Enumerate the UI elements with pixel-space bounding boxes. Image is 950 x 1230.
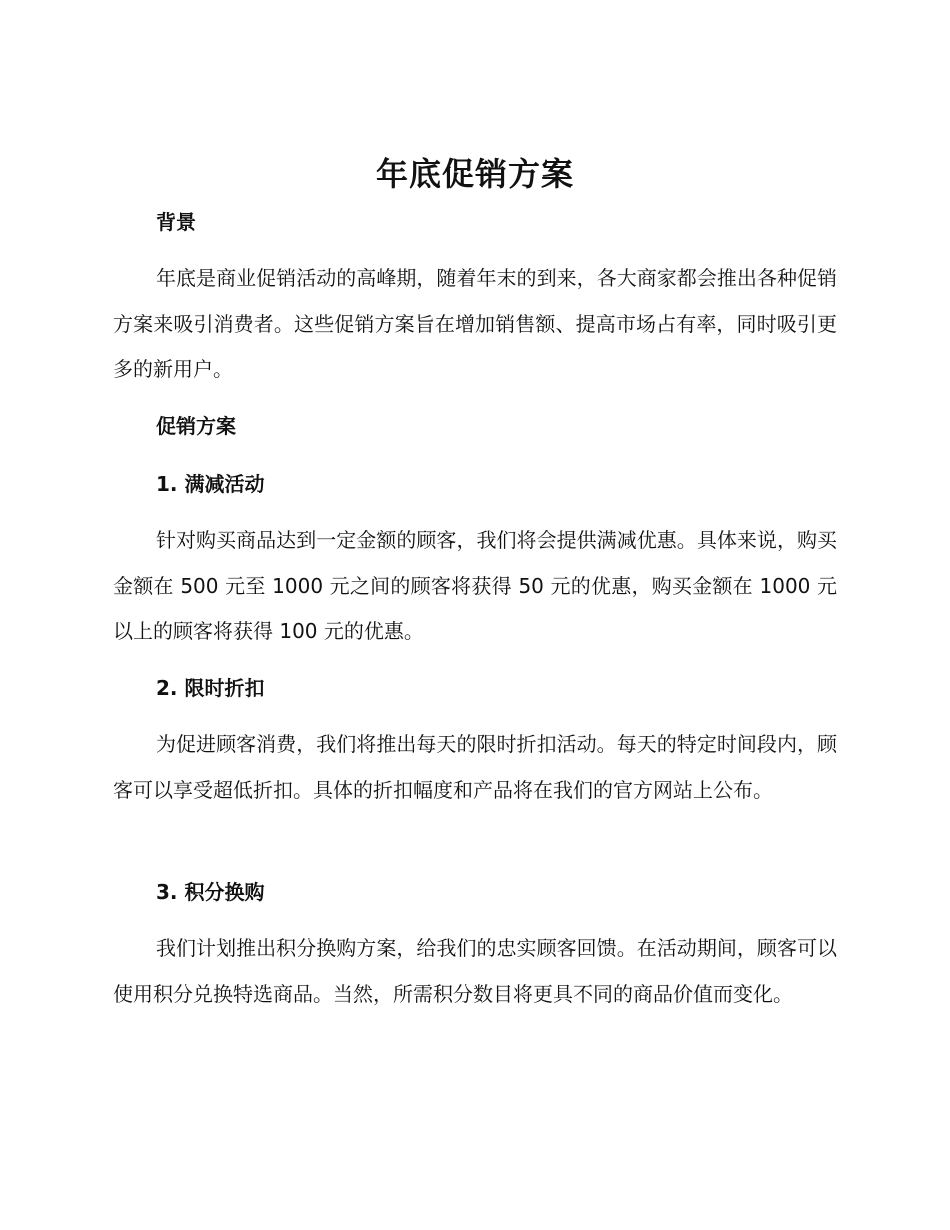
section-heading-points-redemption: 3. 积分换购 (156, 880, 265, 904)
page-title: 年底促销方案 (375, 155, 574, 193)
paragraph-limited-discount: 为促进顾客消费，我们将推出每天的限时折扣活动。每天的特定时间段内，顾客可以享受超低折扣。具体的折扣幅度和产品将在我们的官方网站上公布。 (113, 732, 837, 802)
section-heading-background: 背景 (156, 210, 196, 234)
paragraph-points-redemption: 我们计划推出积分换购方案，给我们的忠实顾客回馈。在活动期间，顾客可以使用积分兑换特选商品。当然，所需积分数目将更具不同的商品价值而变化。 (113, 936, 837, 1006)
paragraph-background: 年底是商业促销活动的高峰期，随着年末的到来，各大商家都会推出各种促销方案来吸引消费者。这些促销方案旨在增加销售额、提高市场占有率，同时吸引更多的新用户。 (113, 266, 837, 381)
section-heading-limited-discount: 2. 限时折扣 (156, 676, 265, 700)
section-heading-full-reduction: 1. 满减活动 (156, 472, 265, 496)
section-heading-promotion-plan: 促销方案 (156, 414, 236, 438)
paragraph-full-reduction: 针对购买商品达到一定金额的顾客，我们将会提供满减优惠。具体来说，购买金额在 500 元至 1000 元之间的顾客将获得 50 元的优惠，购买金额在 1000 元以上的顾客将获得 100 元的优惠。 (113, 528, 837, 643)
